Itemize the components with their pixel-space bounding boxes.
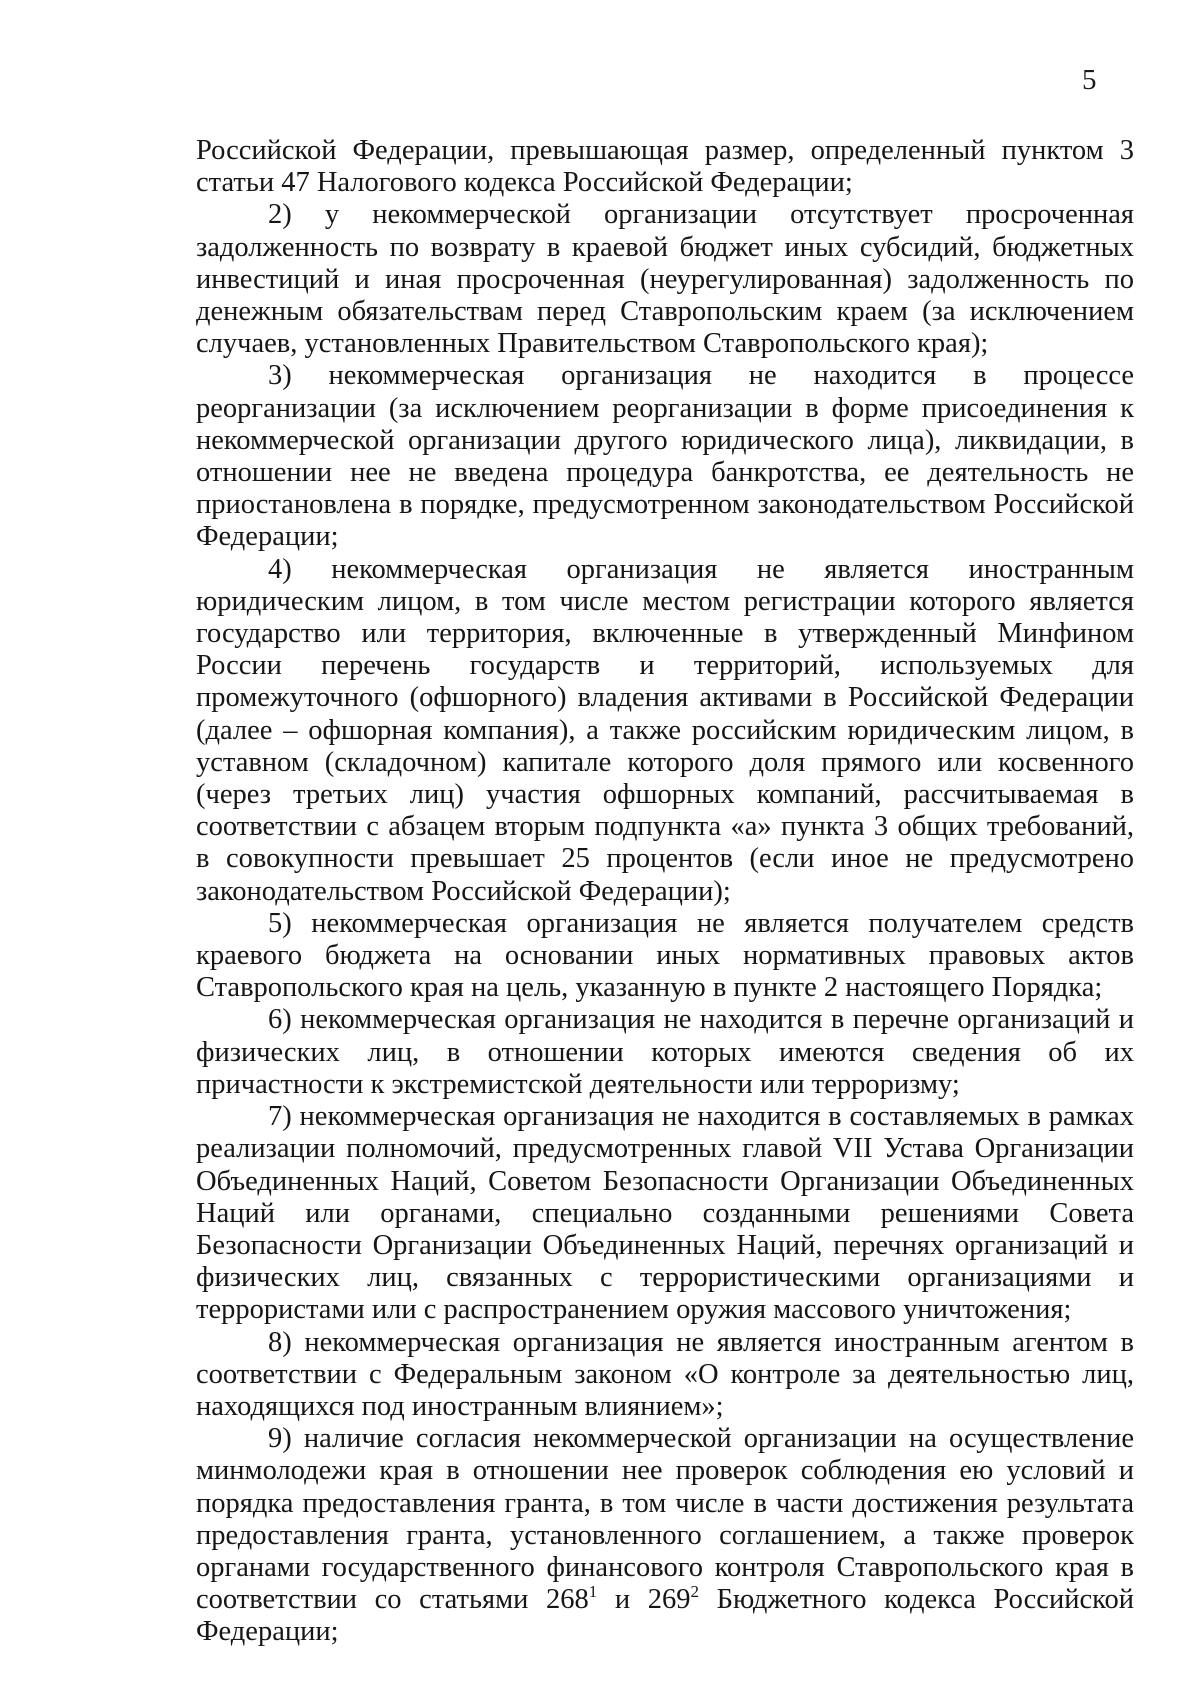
page-number: 5 [1082,64,1097,96]
paragraph-item-6: 6) некоммерческая организация не находится в перечне организаций и физических лиц, в отношении которых имеются сведения об их причастности к экстремистской деятельности или терроризму; [196,1004,1134,1100]
paragraph-item-9-text-mid: и 269 [597,1584,691,1616]
paragraph-item-3: 3) некоммерческая организация не находится в процессе реорганизации (за исключением реорганизации в форме присоединения к некоммерческой организации другого юридического лица), ликвидации, в отношении нее не введена процедура банкротства, ее деятельность не приостановлена в порядке, предусмотренном законодательством Российской Федерации; [196,360,1134,553]
paragraph-item-8: 8) некоммерческая организация не является иностранным агентом в соответствии с Федеральным законом «О контроле за деятельностью лиц, находящихся под иностранным влиянием»; [196,1326,1134,1422]
paragraph-item-2: 2) у некоммерческой организации отсутствует просроченная задолженность по возврату в краевой бюджет иных субсидий, бюджетных инвестиций и иная просроченная (неурегулированная) задолженность по денежным обязательствам перед Ставропольским краем (за исключением случаев, установленных Правительством Ставропольского края); [196,199,1134,360]
superscript-1: 1 [588,1582,598,1602]
paragraph-item-9-text-start: 9) наличие согласия некоммерческой организации на осуществление минмолодежи края в отношении нее проверок соблюдения ею условий и порядка предоставления гранта, в том числе в части достижения результата предоставления гранта, установленного соглашением, а также проверок органами государственного финансового контроля Ставропольского края в соответствии со статьями 268 [196,1423,1134,1616]
paragraph-item-9 [196,1423,1134,1648]
paragraph-continuation: Российской Федерации, превышающая размер, определенный пунктом 3 статьи 47 Налогового кодекса Российской Федерации; [196,135,1134,199]
paragraph-item-5: 5) некоммерческая организация не является получателем средств краевого бюджета на основании иных нормативных правовых актов Ставропольского края на цель, указанную в пункте 2 настоящего Порядка; [196,907,1134,1004]
document-body [196,135,1134,1649]
superscript-2: 2 [690,1582,700,1602]
paragraph-item-9-text-end: Бюджетного кодекса Российской Федерации; [196,1584,1134,1648]
paragraph-item-7: 7) некоммерческая организация не находится в составляемых в рамках реализации полномочий, предусмотренных главой VII Устава Организации Объединенных Наций, Советом Безопасности Организации Объединенных Наций или органами, специально созданными решениями Совета Безопасности Организации Объединенных Наций, перечнях организаций и физических лиц, связанных с террористическими организациями и террористами или с распространением оружия массового уничтожения; [196,1101,1134,1326]
paragraph-item-4: 4) некоммерческая организация не является иностранным юридическим лицом, в том числе местом регистрации которого является государство или территория, включенные в утвержденный Минфином России перечень государств и территорий, используемых для промежуточного (офшорного) владения активами в Российской Федерации (далее – офшорная компания), а также российским юридическим лицом, в уставном (складочном) капитале которого доля прямого или косвенного (через третьих лиц) участия офшорных компаний, рассчитываемая в соответствии с абзацем вторым подпункта «а» пункта 3 общих требований, в совокупности превышает 25 процентов (если иное не предусмотрено законодательством Российской Федерации); [196,553,1134,907]
